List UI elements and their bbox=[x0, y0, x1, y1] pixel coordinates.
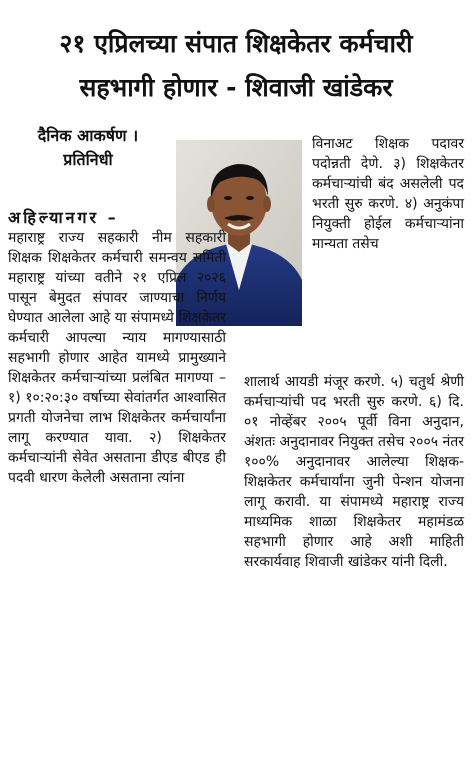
headline-line-2: सहभागी होणार - शिवाजी खांडेकर bbox=[79, 73, 393, 102]
dateline: अहिल्यानगर – bbox=[8, 208, 119, 227]
correspondent-label: प्रतिनिधी bbox=[63, 150, 113, 169]
article-column-right-bottom bbox=[244, 372, 464, 572]
newspaper-name: दैनिक आकर्षण । bbox=[37, 126, 139, 145]
article-text-right-bottom: शालार्थ आयडी मंजूर करणे. ५) चतुर्थ श्रेणी कर्मचाऱ्यांची पद भरती सुरु करणे. ६) दि. ०१ नोव्हेंबर २००५ पूर्वी विना अनुदान, अंशतः अनुदानावर नियुक्त तसेच २००५ नंतर १००% अनुदानावर आलेल्या शिक्षक-शिक्षकेतर कर्मचार्यांना जुनी पेन्शन योजना लागू करावी. या संपामध्ये महाराष्ट्र राज्य माध्यमिक शाळा शिक्षकेतर महामंडळ सहभागी होणार आहे अशी माहिती सरकार्यवाह शिवाजी खांडेकर यांनी दिली. bbox=[244, 374, 464, 570]
article-column-right-top bbox=[312, 134, 464, 254]
article-column-left bbox=[8, 206, 226, 488]
article-headline bbox=[6, 22, 466, 110]
article-text-right-top: विनाअट शिक्षक पदावर पदोन्नती देणे. ३) शिक्षकेतर कर्मचाऱ्यांची बंद असलेली पद भरती सुरु करणे. ४) अनुकंपा नियुक्ती होईल कर्मचाऱ्यांना मान्यता तसेच bbox=[312, 136, 464, 252]
byline bbox=[8, 124, 168, 172]
article-text-left: महाराष्ट्र राज्य सहकारी नीम सहकारी शिक्षक शिक्षकेतर कर्मचारी समन्वय समिती महाराष्ट्र यांच्या वतीने २१ एप्रिल २०२६ पासून बेमुदत संपावर जाण्याचा निर्णय घेण्यात आलेला आहे या संपामध्ये शिक्षकेतर कर्मचारी आपल्या न्याय मागण्यासाठी सहभागी होणार आहेत यामध्ये प्रामुख्याने शिक्षकेतर कर्मचाऱ्यांच्या प्रलंबित मागण्या – १) १०:२०:३० वर्षाच्या सेवांतर्गत आश्वासित प्रगती योजनेचा लाभ शिक्षकेतर कर्मचार्यांना लागू करण्यात यावा. २) शिक्षकेतर कर्मचाऱ्यांनी सेवेत असताना डीएड बीएड ही पदवी धारण केलेली असताना त्यांना bbox=[8, 230, 226, 486]
headline-line-1: २१ एप्रिलच्या संपात शिक्षकेतर कर्मचारी bbox=[59, 29, 413, 58]
